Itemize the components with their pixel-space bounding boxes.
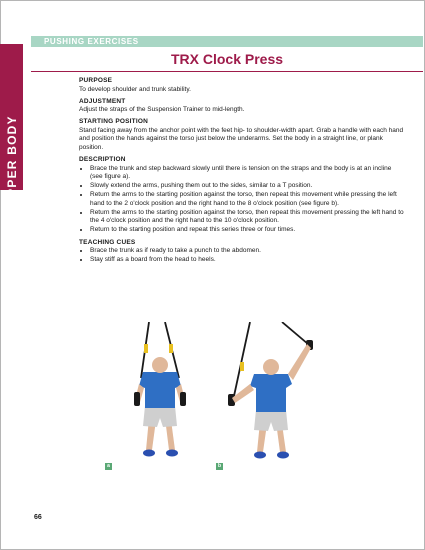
description-item: • Slowly extend the arms, pushing them out to the sides, similar to a T position.	[90, 182, 404, 191]
teaching-cues-list	[79, 247, 404, 265]
title-divider	[31, 71, 423, 72]
description-list	[79, 165, 404, 235]
figure-b-photo	[216, 322, 329, 470]
description-item: • Return to the starting position and repeat this series three or four times.	[90, 226, 404, 235]
side-tab-label: UPPER BODY	[4, 115, 19, 207]
teaching-cue-item: • Stay stiff as a board from the head to heels.	[90, 256, 404, 265]
adjustment-text: Adjust the straps of the Suspension Trainer to mid-length.	[79, 106, 245, 114]
starting-position-text: Stand facing away from the anchor point with the feet hip- to shoulder-width apart. Grab a handle with each hand and position the hands against the torso just below the underarms. Set the body in a straight line, or plank position.	[79, 126, 404, 152]
exercise-content	[79, 77, 404, 268]
description-item: • Return the arms to the starting position against the torso, then repeat this movement pressing the left hand to the 4 o'clock position and the right hand to the 10 o'clock position.	[90, 209, 404, 226]
description-heading: DESCRIPTION	[79, 156, 126, 164]
purpose-text: To develop shoulder and trunk stability.	[79, 85, 191, 93]
figure-a-illustration	[105, 322, 218, 470]
starting-position-heading: STARTING POSITION	[79, 118, 149, 126]
figure-b-illustration	[216, 322, 329, 470]
teaching-cues-heading: TEACHING CUES	[79, 238, 136, 246]
figure-a-label: a	[105, 463, 112, 470]
teaching-cue-item: • Brace the trunk as if ready to take a punch to the abdomen.	[90, 247, 404, 256]
figure-a-photo	[105, 322, 218, 470]
description-item: • Return the arms to the starting position against the torso, then repeat this movement while pressing the left hand to the 2 o'clock position and the right hand to the 8 o'clock position (see figure b).	[90, 191, 404, 208]
page-title: TRX Clock Press	[170, 51, 284, 67]
adjustment-heading: ADJUSTMENT	[79, 97, 126, 105]
figure-b-label: b	[217, 463, 222, 469]
page-number: 66	[34, 514, 42, 521]
purpose-heading: PURPOSE	[79, 77, 113, 84]
side-tab	[0, 44, 23, 207]
description-item: • Brace the trunk and step backward slowly until there is tension on the straps and the body is at an incline (see figure a).	[90, 165, 404, 182]
section-label: PUSHING EXERCISES	[44, 37, 139, 46]
